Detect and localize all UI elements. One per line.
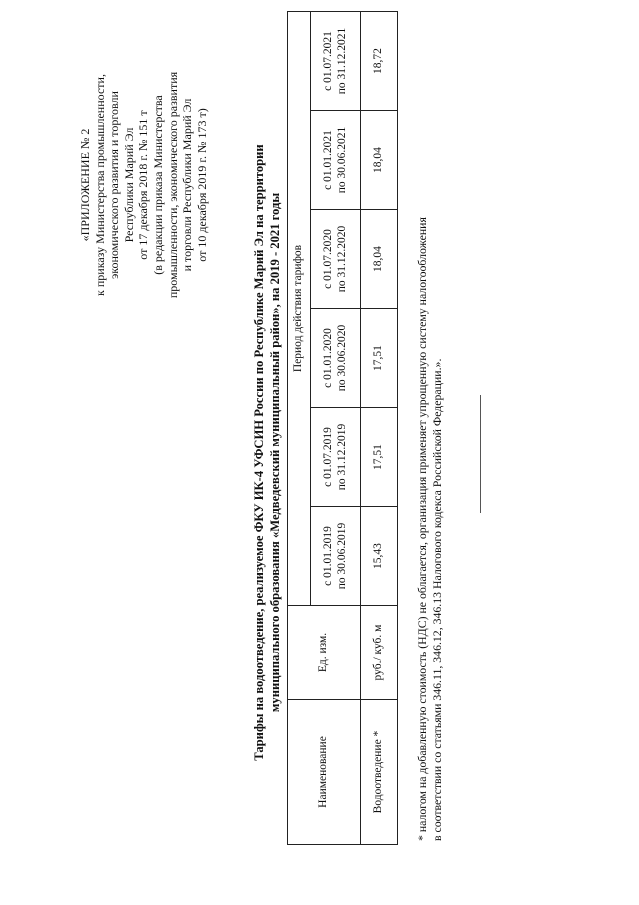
- header-period-group: Период действия тарифов: [288, 12, 311, 606]
- appendix-line: Республики Марий Эл: [121, 127, 136, 243]
- row-value: 17,51: [361, 309, 398, 408]
- appendix-line: от 17 декабря 2018 г. № 151 т: [136, 110, 151, 260]
- row-name: Водоотведение *: [361, 700, 398, 845]
- row-value: 18,72: [361, 12, 398, 111]
- period-from: с 01.07.2019: [322, 427, 334, 487]
- footnote-line-1: * налогом на добавленную стоимость (НДС) не облагается, организация применяет упрощенную систему налогообложения: [415, 217, 429, 841]
- appendix-line: к приказу Министерства промышленности,: [92, 74, 107, 296]
- period-header: [311, 408, 361, 507]
- period-to: по 31.12.2020: [335, 225, 348, 293]
- document-title: [252, 0, 283, 905]
- row-value: 15,43: [361, 507, 398, 606]
- row-value: 18,04: [361, 111, 398, 210]
- period-header: [311, 309, 361, 408]
- period-header: [311, 111, 361, 210]
- appendix-line: экономического развития и торговли: [107, 91, 122, 279]
- header-unit: Ед. изм.: [288, 606, 361, 700]
- tariff-table: [287, 11, 398, 845]
- period-to: по 30.06.2020: [335, 324, 348, 392]
- period-from: с 01.07.2020: [322, 229, 334, 289]
- period-header: [311, 507, 361, 606]
- appendix-line: и торговли Республики Марий Эл: [180, 98, 195, 272]
- appendix-line: «ПРИЛОЖЕНИЕ № 2: [78, 128, 92, 242]
- appendix-line: (в редакции приказа Министерства: [150, 95, 165, 275]
- footnote-line-2: в соответствии со статьями 346.11, 346.12, 346.13 Налогового кодекса Российской Федерации.».: [429, 358, 444, 841]
- row-value: 18,04: [361, 210, 398, 309]
- table-header-row: [288, 12, 311, 845]
- period-header: [311, 12, 361, 111]
- period-to: по 31.12.2019: [335, 423, 348, 491]
- period-to: по 31.12.2021: [335, 27, 348, 95]
- header-name: Наименование: [288, 700, 361, 845]
- period-from: с 01.01.2021: [322, 130, 334, 190]
- appendix-line: от 10 декабря 2019 г. № 173 т): [194, 108, 209, 262]
- title-line-1: Тарифы на водоотведение, реализуемое ФКУ ИК-4 УФСИН России по Республике Марий Эл на территории: [252, 144, 266, 761]
- appendix-line: промышленности, экономического развития: [165, 71, 180, 299]
- row-unit: руб./ куб. м: [361, 606, 398, 700]
- appendix-header: [78, 35, 209, 335]
- period-from: с 01.01.2020: [322, 328, 334, 388]
- period-to: по 30.06.2019: [335, 522, 348, 590]
- footnote: [415, 51, 444, 841]
- period-from: с 01.07.2021: [322, 31, 334, 91]
- row-value: 17,51: [361, 408, 398, 507]
- period-from: с 01.01.2019: [322, 526, 334, 586]
- period-to: по 30.06.2021: [335, 126, 348, 194]
- period-header: [311, 210, 361, 309]
- table-row: [361, 12, 398, 845]
- divider-line: [480, 395, 481, 513]
- title-line-2: муниципального образования «Медведевский муниципальный район», на 2019 - 2021 годы: [267, 192, 282, 713]
